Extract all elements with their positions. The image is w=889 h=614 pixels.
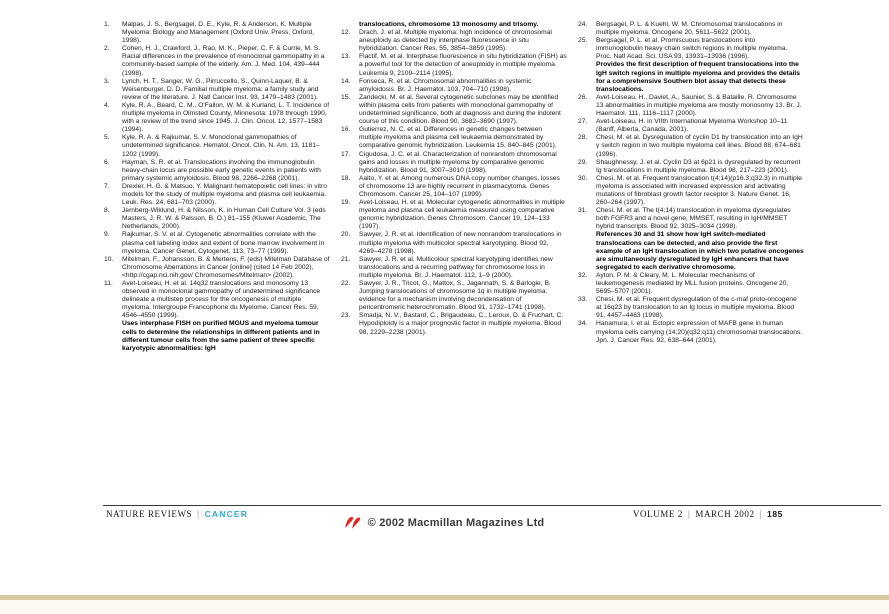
reference-entry (341, 175, 567, 199)
reference-number: 25. (578, 37, 588, 45)
reference-entry (104, 207, 330, 231)
reference-entry (341, 94, 567, 126)
reference-number: 4. (104, 101, 110, 109)
reference-number: 31. (578, 207, 588, 215)
reference-number: 33. (578, 296, 588, 304)
reference-text: Rajkumar, S. V. et al. Cytogenetic abnormalities correlate with the plasma cell labeling index and extent of bone marrow involvement in myeloma. Cancer Genet. Cytogenet. 113, 73–77 (1999). (122, 231, 325, 255)
reference-body (122, 134, 330, 158)
reference-number: 28. (578, 134, 588, 142)
reference-body (596, 272, 804, 296)
reference-annotation: Provides the first description of frequent translocations into the IgH switch regions in multiple myeloma and provides the details for a comprehensive Southern blot assay that detects these translocations. (596, 61, 801, 93)
reference-number: 8. (104, 207, 110, 215)
reference-entry (578, 175, 804, 207)
reference-entry (578, 118, 804, 134)
reference-entry (104, 183, 330, 207)
reference-entry (341, 78, 567, 94)
footer-separator: | (759, 509, 763, 519)
reference-body (596, 21, 804, 37)
reference-body (359, 312, 567, 336)
reference-text: Shaughnessy, J. et al. Cyclin D3 at 6p21 is dysregulated by recurrent Ig translocations in multiple myeloma. Blood 98, 217–223 (2001). (596, 158, 801, 174)
reference-entry (104, 256, 330, 280)
reference-body (596, 296, 804, 320)
reference-text: Sawyer, J. R. et al. Identification of new nonrandom translocations in multiple myeloma with multicolor spectral karyotyping. Blood 92, 4269–4278 (1998). (359, 231, 562, 255)
reference-number: 7. (104, 182, 110, 190)
reference-body (122, 78, 330, 102)
copyright-line (345, 516, 545, 529)
reference-number: 16. (341, 126, 351, 134)
reference-text: Fonseca, R. et al. Chromosomal abnormalities in systemic amyloidosis. Br. J. Haematol. 103, 704–710 (1998). (359, 77, 532, 93)
reference-annotation: Uses interphase FISH on purified MGUS and myeloma tumour cells to determine the relationships in different patients and in different tumour cells from the same patient of three specific karyotypic abnormalities: IgH (122, 320, 320, 352)
reference-column (104, 21, 330, 353)
reference-text: Chesi, M. et al. Frequent dysregulation of the c-maf proto-oncogene at 16q23 by translocation to an Ig locus in multiple myeloma. Blood 91, 4457–4463 (1998). (596, 296, 797, 320)
reference-number: 12. (341, 29, 351, 37)
reference-text: Chesi, M. et al. Frequent translocation t(4;14)(p16.3;q32.3) in multiple myeloma is associated with increased expression and activating mutations of fibroblast growth factor receptor 3. Nature Genet. 16, 260–264 (1997). (596, 174, 802, 207)
reference-number (341, 21, 355, 29)
reference-number: 15. (341, 93, 351, 101)
reference-body (359, 78, 567, 94)
reference-body (359, 53, 567, 77)
bottom-margin-area (0, 600, 889, 614)
reference-body (122, 21, 330, 45)
issue-date: MARCH 2002 (695, 509, 755, 519)
reference-text: Aalto, Y. et al. Among numerous DNA copy number changes, losses of chromosome 13 are highly recurrent in plasmacytoma. Genes Chromosom. Cancer 25, 104–107 (1999). (359, 174, 560, 198)
reference-text: Cigudosa, J. C. et al. Characterization of nonrandom chromosomal gains and losses in multiple myeloma by comparative genomic hybridization. Blood 91, 3007–3010 (1998). (359, 150, 557, 174)
reference-entry (104, 280, 330, 353)
reference-entry (578, 21, 804, 37)
reference-column (341, 21, 567, 337)
reference-number: 24. (578, 21, 588, 28)
reference-number: 22. (341, 280, 351, 287)
reference-body (596, 159, 804, 175)
reference-body (122, 183, 330, 207)
reference-text: Kyle, R. A., Beard, C. M., O'Fallon, W. M. & Kurland, L. T. Incidence of multiple myeloma in Olmsted County, Minnesota: 1978 through 1990, with a review of the trend since 1945. J. Clin. Oncol. 12, 1577–1583 (1994). (122, 101, 330, 134)
reference-entry (341, 312, 567, 336)
reference-body (122, 159, 330, 183)
reference-number: 1. (104, 21, 110, 28)
reference-number: 9. (104, 231, 110, 239)
reference-body (596, 207, 804, 272)
reference-entry (341, 199, 567, 231)
reference-body (359, 199, 567, 231)
reference-entry (104, 102, 330, 134)
footer-separator: | (197, 509, 200, 519)
reference-number: 17. (341, 150, 351, 158)
reference-entry (104, 134, 330, 158)
reference-text: Hanamura, I. et al. Ectopic expression of MAFB gene in human myeloma cells carrying (14;20)(q32;q11) chromosomal translocations. Jpn. J. Cancer Res. 92, 638–644 (2001). (596, 320, 803, 344)
reference-number: 27. (578, 118, 588, 126)
reference-text: Bergsagel, P. L. et al. Promiscuous translocations into immunoglobulin heavy chain switch regions in multiple myeloma. Proc. Natl Acad. Sci. USA 93, 13931–13936 (1996). (596, 37, 788, 61)
reference-body (596, 94, 804, 118)
reference-body (359, 175, 567, 199)
reference-entry (341, 151, 567, 175)
reference-number: 10. (104, 255, 114, 263)
reference-entry (104, 231, 330, 255)
reference-annotation: translocations, chromosome 13 monosomy and trisomy. (359, 21, 539, 28)
reference-entry (578, 134, 804, 158)
reference-body (359, 280, 567, 312)
reference-entry (104, 159, 330, 183)
reference-text: Zandecki, M. et al. Several cytogenetic subclones may be identified within plasma cells from patients with monoclonal gammopathy of undetermined significance, both at diagnosis and during the indolent course of this condition. Blood 90, 3682–3690 (1997). (359, 93, 561, 126)
reference-entry (578, 94, 804, 118)
reference-number: 34. (578, 320, 588, 328)
reference-text: Chesi, M. et al. Dysregulation of cyclin D1 by translocation into an IgH γ switch region in two multiple myeloma cell lines. Blood 88, 674–681 (1996). (596, 134, 803, 158)
reference-body (359, 21, 567, 29)
reference-number: 3. (104, 77, 110, 85)
reference-body (122, 280, 330, 353)
journal-footer (106, 509, 248, 519)
reference-body (596, 37, 804, 94)
reference-entry (578, 320, 804, 344)
reference-number: 26. (578, 93, 588, 101)
reference-body (359, 29, 567, 53)
reference-body (359, 151, 567, 175)
reference-body (596, 175, 804, 207)
reference-text: Flactif, M. et al. Interphase fluorescence in situ hybridization (FISH) as a powerful tool for the detection of aneuploidy in multiple myeloma. Leukemia 9, 2109–2114 (1995). (359, 53, 567, 77)
reference-body (122, 45, 330, 77)
reference-body (122, 256, 330, 280)
reference-body (122, 231, 330, 255)
reference-body (359, 126, 567, 150)
reference-entry (104, 45, 330, 77)
reference-text: Drexler, H. G. & Matsuo, Y. Malignant hematopoietic cell lines: in vitro models for the study of multiple myeloma and plasma cell leukaemia. Leuk. Res. 24, 681–703 (2000). (122, 182, 327, 207)
reference-text: Chesi, M. et al. The t(4;14) translocation in myeloma dysregulates both FGFR3 and a novel gene, MMSET, resulting in IgH/MMSET hybrid transcripts. Blood 92, 3025–3034 (1998). (596, 207, 791, 231)
reference-annotation: References 30 and 31 show how IgH switch-mediated translocations can be detected, and also provide the first example of an IgH translocation in which two putative oncogenes are simultaneously dysregulated by IgH enhancers that have segregated to each derivative chromosome. (596, 231, 804, 271)
reference-number: 32. (578, 271, 588, 279)
footer-separator: | (687, 509, 691, 519)
reference-entry (341, 21, 567, 29)
reference-text: Ayton, P. M. & Cleary, M. L. Molecular mechanisms of leukemogenesis mediated by MLL fusion proteins. Oncogene 20, 5695–5707 (2001). (596, 271, 789, 296)
reference-text: Hayman, S. R. et al. Translocations involving the immunoglobulin heavy-chain locus are possible early genetic events in patients with primary systemic amyloidosis. Blood 98, 2266–2268 (2001). (122, 158, 321, 182)
reference-body (359, 256, 567, 280)
reference-number: 5. (104, 134, 110, 142)
reference-text: Avet-Loiseau, H. et al. Molecular cytogenetic abnormalities in multiple myeloma and plasma cell leukaemia measured using comparative genomic hybridization. Genes Chromosom. Cancer 19, 124–133 (1997). (359, 199, 565, 231)
reference-entry (341, 280, 567, 312)
reference-text: Malpas, J. S., Bergsagel, D. E., Kyle, R. & Anderson, K. Multiple Myeloma: Biology and Management (Oxford Univ. Press, Oxford, 1998). (122, 21, 315, 45)
reference-text: Lynch, H. T., Sanger, W. G., Pirruccello, S., Quinn-Laquer, B. & Weisenburger, D. D. Familial multiple myeloma: a family study and review of the literature. J. Natl Cancer Inst. 93, 1479–1483 (2001). (122, 77, 319, 101)
volume-label: VOLUME 2 (632, 509, 683, 519)
reference-column (578, 21, 804, 345)
reference-entry (341, 231, 567, 255)
reference-number: 30. (578, 174, 588, 182)
reference-number: 21. (341, 255, 351, 263)
reference-text: Smadja, N. V., Bastard, C., Brigaudeau, C., Leroux, D. & Fruchart, C. Hypodiploidy is a major prognostic factor in multiple myeloma. Blood 98, 2229–2238 (2001). (359, 312, 564, 336)
reference-text: Sawyer, J. R., Tricot, G., Mattox, S., Jagannath, S. & Barlogie, B. Jumping translocations of chromosome 1q in multiple myeloma: evidence for a mechanism involving decondensation of pericentromeric heterochromatin. Blood 91, 1732–1741 (1998). (359, 280, 551, 312)
reference-number: 19. (341, 199, 351, 207)
reference-number: 20. (341, 231, 351, 239)
page-number: 185 (767, 509, 783, 519)
reference-number: 6. (104, 158, 110, 166)
reference-text: Kyle, R. A. & Rajkumar, S. V. Monoclonal gammopathies of undetermined significance. Hematol. Oncol. Clin. N. Am. 13, 1181–1202 (1999). (122, 134, 320, 158)
reference-number: 11. (104, 280, 113, 287)
journal-name: NATURE REVIEWS (106, 509, 193, 519)
journal-section: CANCER (204, 509, 249, 519)
reference-body (359, 94, 567, 126)
footer-rule (103, 505, 881, 506)
issue-footer (633, 509, 783, 519)
reference-text: Drach, J. et al. Multiple myeloma: high incidence of chromosomal aneuploidy as detected by interphase fluorescence in situ hybridization. Cancer Res. 55, 3854–3859 (1995). (359, 29, 552, 53)
reference-entry (578, 207, 804, 272)
references-columns (104, 21, 804, 353)
reference-body (359, 231, 567, 255)
reference-entry (341, 29, 567, 53)
reference-body (596, 118, 804, 134)
reference-number: 13. (341, 53, 351, 61)
reference-entry (104, 78, 330, 102)
reference-number: 23. (341, 312, 351, 320)
reference-body (122, 207, 330, 231)
reference-text: Avet-Loiseau, H., Daviet, A., Saunier, S. & Bataille, R. Chromosome 13 abnormalities in multiple myeloma are mostly monosomy 13. Br. J. Haematol. 111, 1116–1117 (2000). (596, 93, 802, 118)
copyright-text: © 2002 Macmillan Magazines Ltd (367, 516, 545, 529)
reference-text: Avet-Loiseau, H. et al. 14q32 translocations and monosomy 13 observed in monoclonal gammopathy of undetermined significance delineate a multistep process for the oncogenesis of multiple myeloma. Intergroupe Francophone du Myelome. Cancer Res. 59, 4546–4550 (1999). (122, 280, 321, 320)
reference-text: Bergsagel, P. L. & Kuehl, W. M. Chromosomal translocations in multiple myeloma. Oncogene 20, 5611–5622 (2001). (596, 21, 783, 37)
reference-text: Gutierrez, N. C. et al. Differences in genetic changes between multiple myeloma and plasma cell leukaemia demonstrated by comparative genomic hybridization. Leukemia 15, 840–845 (2001). (359, 126, 557, 150)
reference-entry (578, 296, 804, 320)
reference-entry (341, 53, 567, 77)
reference-body (596, 320, 804, 344)
reference-text: Mitelman, F., Johansson, B. & Mertens, F. (eds) Mitelman Database of Chromosome Aberrations in Cancer [online] (cited 14 Feb 2002), <http://cgap.nci.nih.gov/ Chromosomes/Mitelman> (2002). (122, 255, 330, 279)
reference-number: 18. (341, 174, 351, 182)
reference-number: 2. (104, 45, 110, 53)
reference-text: Jernberg-Wiklund, H. & Nilsson, K. in Human Cell Culture Vol. 3 (eds Masters, J. R. W. & Palsson, B. O.) 81–155 (Kluwer Academic, The Netherlands, 2000). (122, 207, 326, 231)
reference-text: Avet-Loiseau, H. in VIIth International Myeloma Workshop 10–11 (Banff, Alberta, Canada, 2001). (596, 118, 788, 134)
reference-number: 29. (578, 158, 588, 166)
macmillan-logo-icon (345, 516, 362, 529)
reference-entry (104, 21, 330, 45)
reference-entry (578, 159, 804, 175)
reference-number: 14. (341, 77, 351, 85)
reference-entry (341, 126, 567, 150)
reference-body (122, 102, 330, 134)
reference-entry (341, 256, 567, 280)
reference-body (596, 134, 804, 158)
reference-entry (578, 272, 804, 296)
reference-entry (578, 37, 804, 94)
reference-text: Cohen, H. J., Crawford, J., Rao, M. K., Pieper, C. F. & Currie, M. S. Racial differences in the prevalence of monoclonal gammopathy in a community-based sample of the elderly. Am. J. Med. 104, 439–444 (1998). (122, 45, 325, 77)
reference-text: Sawyer, J. R. et al. Multicolour spectral karyotyping identifies new translocations and a recurring pathway for chromosome loss in multiple myeloma. Br. J. Haematol. 112, 1–9 (2000). (359, 255, 553, 279)
